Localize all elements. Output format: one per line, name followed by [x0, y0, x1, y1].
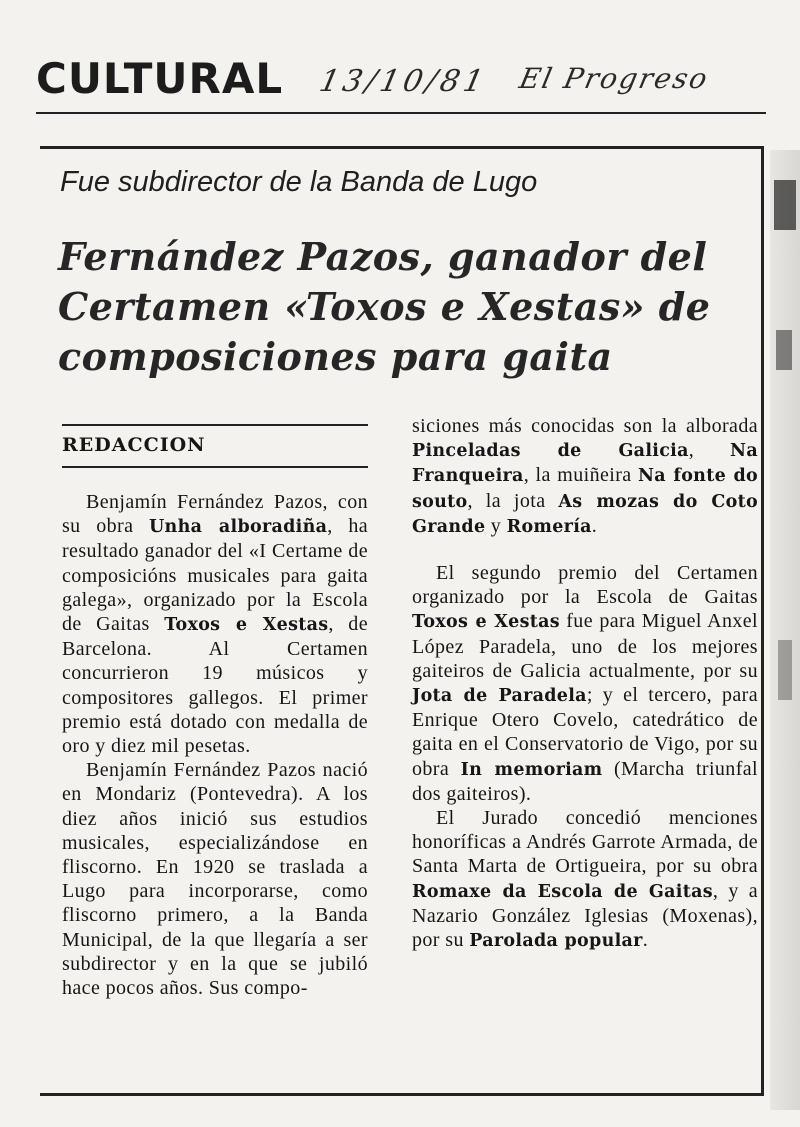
paragraph: El segundo premio del Certamen organizado por la Escola de Gaitas Toxos e Xestas fue para Miguel Anxel López Paradela, uno de los mejores gaiteiros de Galicia actualmente, por su Jota de Paradela; y el tercero, para Enrique Otero Covelo, catedrático de gaita en el Conservatorio de Vigo, por su obra In memoriam (Marcha triunfal dos gaiteiros). — [412, 562, 759, 805]
article-byline: REDACCION — [62, 434, 206, 456]
school-name: Toxos e Xestas — [412, 612, 560, 633]
article-column-left — [62, 490, 368, 1000]
paragraph: siciones más conocidas son la alborada Pinceladas de Galicia, Na Franqueira, la muiñeira Na fonte do souto, la jota As mozas do Coto Grande y Romería. — [412, 415, 758, 537]
paragraph-gap — [412, 539, 758, 561]
work-title: In memoriam — [460, 759, 603, 780]
work-title: Parolada popular — [469, 931, 643, 952]
adjacent-page-mark — [774, 180, 796, 230]
article-column-right — [412, 414, 758, 953]
byline-rule-top — [62, 424, 368, 426]
handwritten-date: 13/10/81 — [316, 64, 491, 99]
work-title: Romería — [506, 516, 592, 537]
work-title: Romaxe da Escola de Gaitas — [412, 881, 713, 902]
paragraph: Benjamín Fernández Pazos, con su obra Unha alboradiña, ha resultado ganador del «I Certame de composicións musicales para gaita galega», organizado por la Escola de Gaitas Toxos e Xestas, de Barcelona. Al Certamen concurrieron 19 músicos y compositores gallegos. El primer premio está dotado con medalla de oro y diez mil pesetas. — [62, 491, 368, 758]
work-title: Na fonte do souto — [412, 466, 758, 512]
work-title: As mozas do Coto Grande — [412, 491, 758, 537]
adjacent-page-bleed — [770, 150, 800, 1110]
paragraph: Benjamín Fernández Pazos nació en Mondariz (Pontevedra). A los diez años inició sus estudios musicales, especializándose en fliscorno. En 1920 se traslada a Lugo para incorporarse, como fliscorno primero, a la Banda Municipal, de la que llegaría a ser subdirector y en la que se jubiló hace pocos años. Sus compo- — [62, 759, 368, 1000]
byline-rule-bottom — [62, 466, 368, 468]
article-headline: Fernández Pazos, ganador del Certamen «Toxos e Xestas» de composiciones para gaita — [58, 234, 711, 379]
adjacent-page-mark — [778, 640, 792, 700]
adjacent-page-mark — [776, 330, 792, 370]
work-title: Na Franqueira — [412, 441, 758, 487]
work-title: Jota de Paradela — [412, 686, 587, 707]
section-title: CULTURAL — [36, 54, 284, 103]
work-title: Pinceladas de Galicia — [412, 441, 689, 462]
school-name: Toxos e Xestas — [164, 615, 329, 636]
paragraph: El Jurado concedió menciones honoríficas a Andrés Garrote Armada, de Santa Marta de Ortigueira, por su obra Romaxe da Escola de Gaitas, y a Nazario González Iglesias (Moxenas), por su Parolada popular. — [412, 807, 758, 952]
handwritten-newspaper-name: El Progreso — [516, 62, 712, 95]
work-title: Unha alboradiña — [149, 517, 328, 538]
article-kicker: Fue subdirector de la Banda de Lugo — [60, 166, 538, 198]
header-rule — [36, 112, 766, 114]
